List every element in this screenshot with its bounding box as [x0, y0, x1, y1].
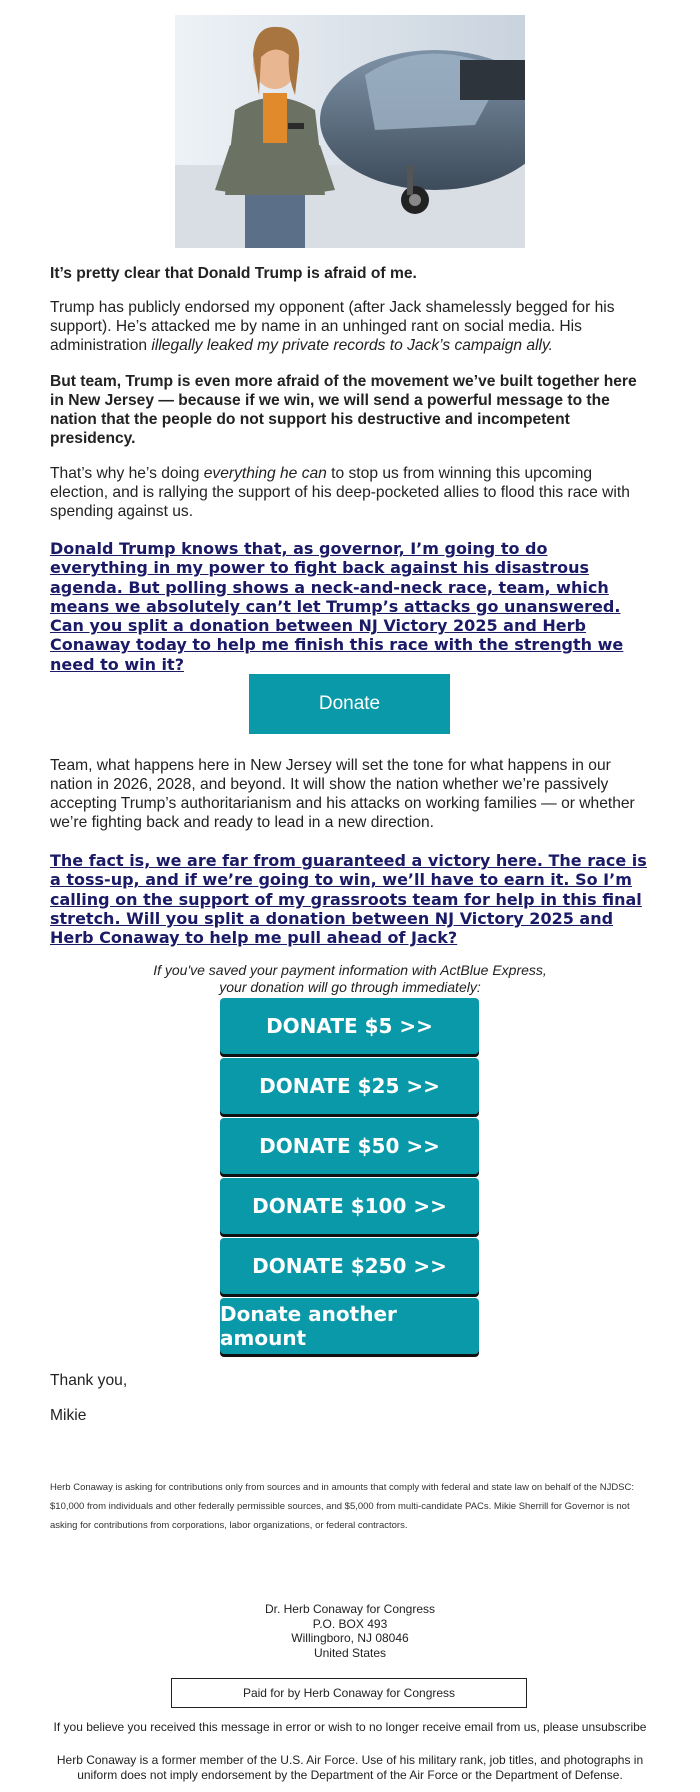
express-note-line-1: If you've saved your payment information with ActBlue Express, — [153, 962, 547, 978]
donation-ask-link-1[interactable] — [50, 539, 650, 674]
contribution-disclaimer: Herb Conaway is asking for contributions only from sources and in amounts that comply with federal and state law on behalf of the NJDSC: $10,000 from individuals and other federally permissible sources, and $5,000 from multi-candidate PACs. Mikie Sherrill for Governor is not asking for contributions from corporations, labor organizations, or federal contractors. — [50, 1482, 635, 1531]
paragraph-spending-text-a: That’s why he’s doing — [50, 465, 204, 482]
unsubscribe-notice[interactable] — [0, 1720, 700, 1734]
military-disclaimer: Herb Conaway is a former member of the U.S. Air Force. Use of his military rank, job titles, and photographs in uniform does not imply endorsement by the Department of the Air Force or the Department of Defense. — [56, 1753, 644, 1782]
donate-250-button[interactable]: DONATE $250 >> — [220, 1238, 479, 1294]
donation-ask-link-2-text[interactable]: The fact is, we are far from guaranteed a victory here. The race is a toss-up, and if we’re going to win, we’ll have to earn it. So I’m calling on the support of my grassroots team for help in this final stretch. Will you split a donation between NJ Victory 2025 and Herb Conaway to help me pull ahead of Jack? — [50, 851, 647, 948]
actblue-express-note — [50, 962, 650, 996]
signature: Mikie — [50, 1407, 87, 1424]
address-line-1: Dr. Herb Conaway for Congress — [264, 1602, 436, 1616]
donate-25-button[interactable]: DONATE $25 >> — [220, 1058, 479, 1114]
paragraph-spending-text-b: to stop us from winning this upcoming election, and is rallying the support of his deep-pocketed allies to flood this race with spending against us. — [50, 465, 630, 520]
paragraph-spending-italic: everything he can — [203, 465, 327, 482]
paragraph-endorsement-italic: illegally leaked my private records to Jack’s campaign ally. — [151, 337, 553, 354]
donate-button[interactable]: Donate — [249, 674, 450, 734]
mailing-address — [0, 1602, 700, 1660]
address-line-4: United States — [313, 1645, 387, 1660]
paragraph-endorsement — [50, 298, 650, 355]
paragraph-movement: But team, Trump is even more afraid of the movement we’ve built together here in New Jersey — because if we win, we will send a powerful message to the nation that the people do not support his destructive and incompetent presidency. — [50, 373, 637, 447]
address-line-3: Willingboro, NJ 08046 — [291, 1631, 409, 1645]
intro-heading: It’s pretty clear that Donald Trump is afraid of me. — [50, 265, 417, 282]
signoff: Thank you, — [50, 1372, 128, 1389]
donate-5-button[interactable]: DONATE $5 >> — [220, 998, 479, 1054]
hero-photo — [175, 15, 525, 248]
donate-50-button[interactable]: DONATE $50 >> — [220, 1118, 479, 1174]
paragraph-spending — [50, 464, 650, 521]
donation-ask-link-1-text[interactable]: Donald Trump knows that, as governor, I’m going to do everything in my power to fight back against his disastrous agenda. But polling shows a neck-and-neck race, team, which means we absolutely can’t let Trump’s attacks go unanswered. Can you split a donation between NJ Victory 2025 and Herb Conaway today to help me finish this race with the strength we need to win it? — [50, 539, 624, 674]
express-note-line-2: your donation will go through immediately: — [219, 979, 481, 995]
donation-ask-link-2[interactable] — [50, 851, 650, 947]
paragraph-endorsement-text: Trump has publicly endorsed my opponent (after Jack shamelessly begged for his support). He’s attacked me by name in an unhinged rant on social media. His administration — [50, 299, 615, 354]
donate-other-amount-button[interactable]: Donate another amount — [220, 1298, 479, 1354]
address-line-2: P.O. BOX 493 — [312, 1616, 388, 1631]
unsubscribe-link[interactable]: If you believe you received this message in error or wish to no longer receive email from us, please unsubscribe — [53, 1720, 647, 1734]
paid-for-box: Paid for by Herb Conaway for Congress — [171, 1678, 527, 1708]
donate-100-button[interactable]: DONATE $100 >> — [220, 1178, 479, 1234]
paragraph-new-jersey: Team, what happens here in New Jersey will set the tone for what happens in our nation in 2026, 2028, and beyond. It will show the nation whether we’re passively accepting Trump’s authoritarianism and his attacks on working families — or whether we’re fighting back and ready to lead in a new direction. — [50, 757, 635, 831]
